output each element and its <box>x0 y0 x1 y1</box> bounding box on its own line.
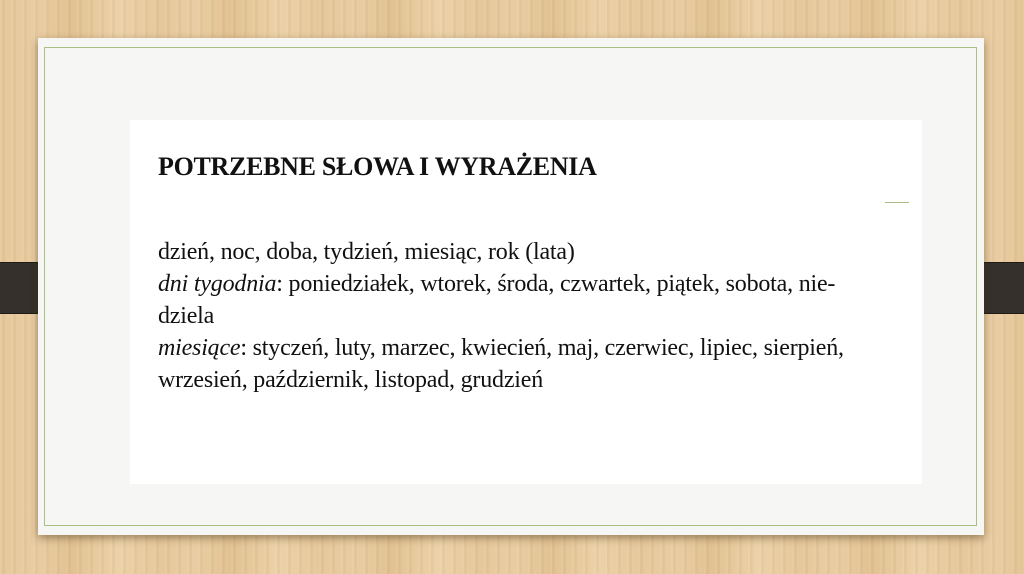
months-line-continued: wrzesień, październik, listopad, grudzień <box>158 367 543 393</box>
weekdays-label: dni tygodnia <box>158 271 277 297</box>
months-line <box>158 332 844 364</box>
months-list: styczeń, luty, marzec, kwiecień, maj, czerwiec, lipiec, sierpień, <box>252 335 844 361</box>
slide-card <box>38 38 984 535</box>
weekdays-line-continued: dziela <box>158 303 215 329</box>
time-words-line: dzień, noc, doba, tydzień, miesiąc, rok (lata) <box>158 239 575 265</box>
weekdays-line <box>158 268 844 300</box>
vocabulary-text <box>158 236 844 396</box>
months-label: miesiące <box>158 335 241 361</box>
weekdays-list: poniedziałek, wtorek, środa, czwartek, piątek, sobota, nie- <box>288 271 836 297</box>
weekdays-separator: : <box>276 271 289 297</box>
accent-line <box>885 202 909 203</box>
slide-content-panel <box>130 120 922 484</box>
months-separator: : <box>240 335 253 361</box>
slide-heading: POTRZEBNE SŁOWA I WYRAŻENIA <box>158 152 597 181</box>
